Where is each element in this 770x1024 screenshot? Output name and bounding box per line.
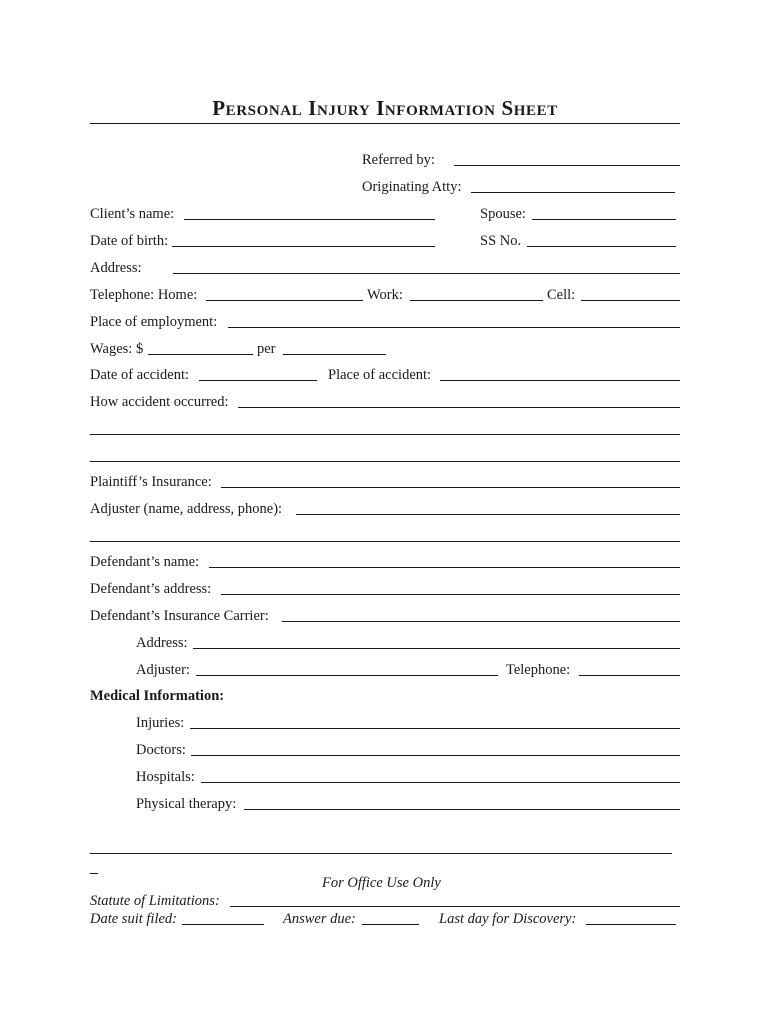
how-accident-field-line-2[interactable] [90,434,680,435]
how-accident-field-line-3[interactable] [90,461,680,462]
hospitals-label: Hospitals: [136,769,195,785]
statute-field[interactable] [230,906,680,907]
address-label: Address: [90,260,142,276]
last-day-discovery-field[interactable] [586,924,676,925]
per-label: per [257,341,276,357]
wages-field[interactable] [148,354,253,355]
dob-field[interactable] [172,246,435,247]
originating-atty-label: Originating Atty: [362,179,462,195]
last-day-discovery-label: Last day for Discovery: [439,911,577,927]
wages-label: Wages: $ [90,341,144,357]
date-suit-filed-label: Date suit filed: [90,911,177,927]
page-title: Personal Injury Information Sheet [212,96,558,120]
cell-label: Cell: [547,287,576,303]
telephone-home-label: Telephone: Home: [90,287,198,303]
work-field[interactable] [410,300,543,301]
place-of-accident-label: Place of accident: [328,367,432,383]
office-separator-rule [90,853,672,854]
carrier-telephone-label: Telephone: [506,662,571,678]
defendant-name-field[interactable] [209,567,680,568]
how-accident-field[interactable] [238,407,680,408]
injuries-label: Injuries: [136,715,185,731]
statute-label: Statute of Limitations: [90,893,220,909]
carrier-address-field[interactable] [193,648,680,649]
carrier-adjuster-label: Adjuster: [136,662,190,678]
defendant-name-label: Defendant’s name: [90,554,200,570]
place-of-accident-field[interactable] [440,380,680,381]
answer-due-field[interactable] [362,924,419,925]
adjuster-field[interactable] [296,514,680,515]
defendant-carrier-label: Defendant’s Insurance Carrier: [90,608,269,624]
date-of-accident-label: Date of accident: [90,367,190,383]
spouse-label: Spouse: [480,206,526,222]
office-separator-stub [90,873,98,874]
plaintiff-insurance-field[interactable] [221,487,680,488]
client-name-label: Client’s name: [90,206,175,222]
carrier-address-label: Address: [136,635,188,651]
employment-field[interactable] [228,327,680,328]
how-accident-label: How accident occurred: [90,394,229,410]
doctors-field[interactable] [191,755,680,756]
adjuster-field-line-2[interactable] [90,541,680,542]
title-rule [90,123,680,124]
physical-therapy-label: Physical therapy: [136,796,237,812]
defendant-address-field[interactable] [221,594,680,595]
employment-label: Place of employment: [90,314,218,330]
carrier-telephone-field[interactable] [579,675,680,676]
referred-by-field[interactable] [454,165,680,166]
answer-due-label: Answer due: [283,911,356,927]
hospitals-field[interactable] [201,782,680,783]
date-of-accident-field[interactable] [199,380,317,381]
physical-therapy-field[interactable] [244,809,680,810]
spouse-field[interactable] [532,219,676,220]
injuries-field[interactable] [190,728,680,729]
referred-by-label: Referred by: [362,152,435,168]
doctors-label: Doctors: [136,742,186,758]
ssn-label: SS No. [480,233,522,249]
medical-heading: Medical Information: [90,688,225,704]
defendant-address-label: Defendant’s address: [90,581,212,597]
plaintiff-insurance-label: Plaintiff’s Insurance: [90,474,212,490]
office-use-heading: For Office Use Only [322,875,441,891]
dob-label: Date of birth: [90,233,169,249]
per-field[interactable] [283,354,386,355]
telephone-home-field[interactable] [206,300,363,301]
work-label: Work: [367,287,403,303]
cell-field[interactable] [581,300,680,301]
address-field[interactable] [173,273,680,274]
carrier-adjuster-field[interactable] [196,675,498,676]
originating-atty-field[interactable] [471,192,675,193]
adjuster-label: Adjuster (name, address, phone): [90,501,283,517]
client-name-field[interactable] [184,219,435,220]
date-suit-filed-field[interactable] [182,924,264,925]
defendant-carrier-field[interactable] [282,621,680,622]
ssn-field[interactable] [527,246,676,247]
